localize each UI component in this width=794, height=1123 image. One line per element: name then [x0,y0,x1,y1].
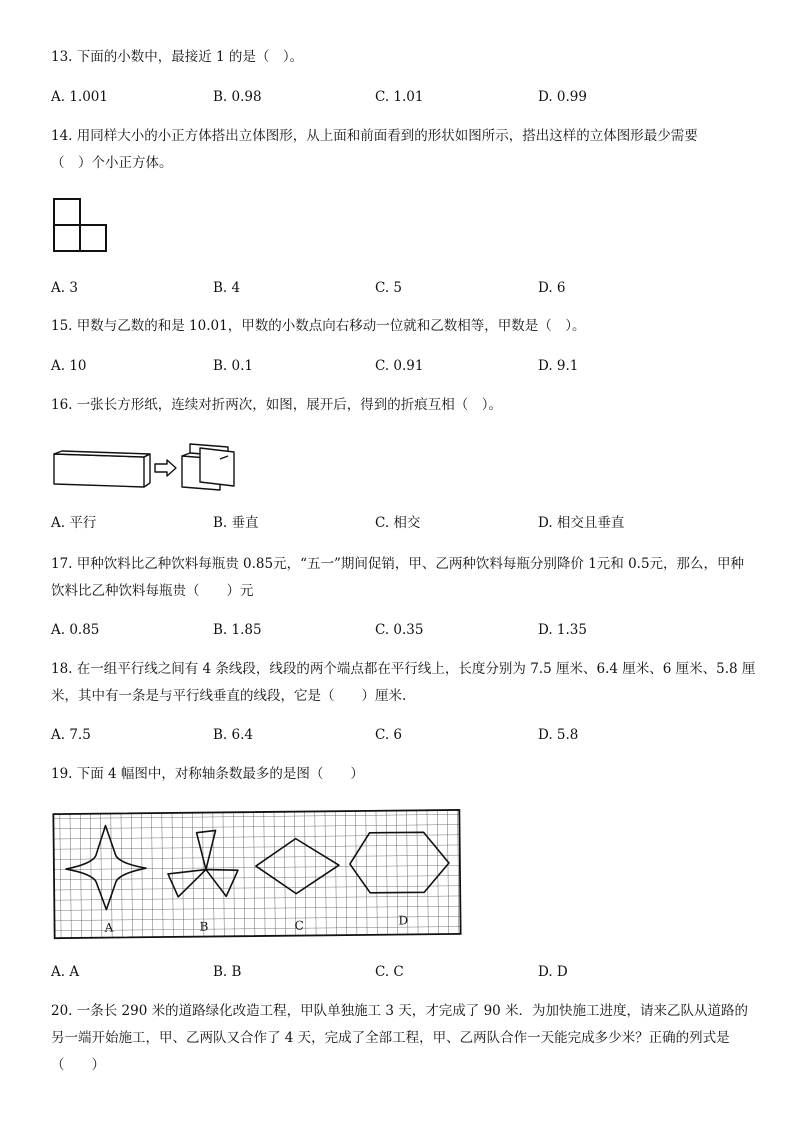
q19-stem: 19. 下面 4 幅图中，对称轴条数最多的是图（ ） [51,766,364,782]
q15-option-d: D. 9.1 [538,358,579,374]
q13-option-c: C. 1.01 [375,89,424,105]
q18-option-a: A. 7.5 [51,727,91,743]
q13-options [51,87,751,107]
q20-stem-line3: （ ） [51,1057,105,1073]
q13-stem: 13. 下面的小数中，最接近 1 的是（ ）。 [51,49,304,65]
q15-option-c: C. 0.91 [375,358,424,374]
q14-option-a: A. 3 [51,280,78,296]
q14-option-c: C. 5 [375,280,403,296]
q14-stem-line2: （ ）个小正方体。 [51,155,173,171]
q15-options [51,356,751,376]
q16-stem: 16. 一张长方形纸，连续对折两次，如图，展开后，得到的折痕互相（ ）。 [51,397,503,413]
q14-option-d: D. 6 [538,280,566,296]
q19-options [51,962,751,982]
q16-option-a: A. 平行 [51,515,97,531]
q19-label-d: D [398,913,409,928]
q19-option-a: A. A [51,964,80,980]
q17-stem-line1: 17. 甲种饮料比乙种饮料每瓶贵 0.85元，“五一”期间促销，甲、乙两种饮料每瓶分别降价 1元和 0.5元，那么，甲种 [51,556,745,572]
q17-option-a: A. 0.85 [51,622,100,638]
q17-option-c: C. 0.35 [375,622,424,638]
q19-option-c: C. C [375,964,404,980]
q13-option-a: A. 1.001 [51,89,108,105]
q16-option-d: D. 相交且垂直 [538,515,625,531]
q18-option-b: B. 6.4 [213,727,253,743]
q16-option-c: C. 相交 [375,515,421,531]
q18-stem-line1: 18. 在一组平行线之间有 4 条线段，线段的两个端点都在平行线上，长度分别为 7.5 厘米、6.4 厘米、6 厘米、5.8 厘 [51,661,756,677]
q20-stem-line1: 20. 一条长 290 米的道路绿化改造工程，甲队单独施工 3 天，才完成了 90 米．为加快施工进度，请来乙队从道路的 [51,1003,749,1019]
q18-option-d: D. 5.8 [538,727,579,743]
q17-option-d: D. 1.35 [538,622,587,638]
q16-fold-figure [50,440,250,492]
q19-grid-figure [50,806,470,942]
q18-options [51,725,751,745]
q17-option-b: B. 1.85 [213,622,262,638]
q13-option-b: B. 0.98 [213,89,262,105]
q19-option-b: B. B [213,964,242,980]
q18-stem-line2: 米，其中有一条是与平行线垂直的线段，它是（ ）厘米. [51,688,407,704]
q14-view-figure [50,196,110,256]
q18-option-c: C. 6 [375,727,403,743]
q15-option-b: B. 0.1 [213,358,253,374]
q17-options [51,620,751,640]
q16-options [51,513,751,533]
q15-option-a: A. 10 [51,358,87,374]
q16-option-b: B. 垂直 [213,515,259,531]
q17-stem-line2: 饮料比乙种饮料每瓶贵（ ）元 [51,583,254,599]
q15-stem: 15. 甲数与乙数的和是 10.01，甲数的小数点向右移动一位就和乙数相等，甲数是（ ）。 [51,318,586,334]
q14-stem-line1: 14. 用同样大小的小正方体搭出立体图形，从上面和前面看到的形状如图所示，搭出这样的立体图形最少需要 [51,128,698,144]
q20-stem-line2: 另一端开始施工，甲、乙两队又合作了 4 天，完成了全部工程，甲、乙两队合作一天能完成多少米？正确的列式是 [51,1030,730,1046]
q19-label-c: C [294,918,304,933]
q19-label-a: A [104,920,114,935]
q19-label-b: B [199,919,209,934]
q14-options [51,278,751,298]
q14-option-b: B. 4 [213,280,241,296]
q13-option-d: D. 0.99 [538,89,587,105]
q19-option-d: D. D [538,964,568,980]
